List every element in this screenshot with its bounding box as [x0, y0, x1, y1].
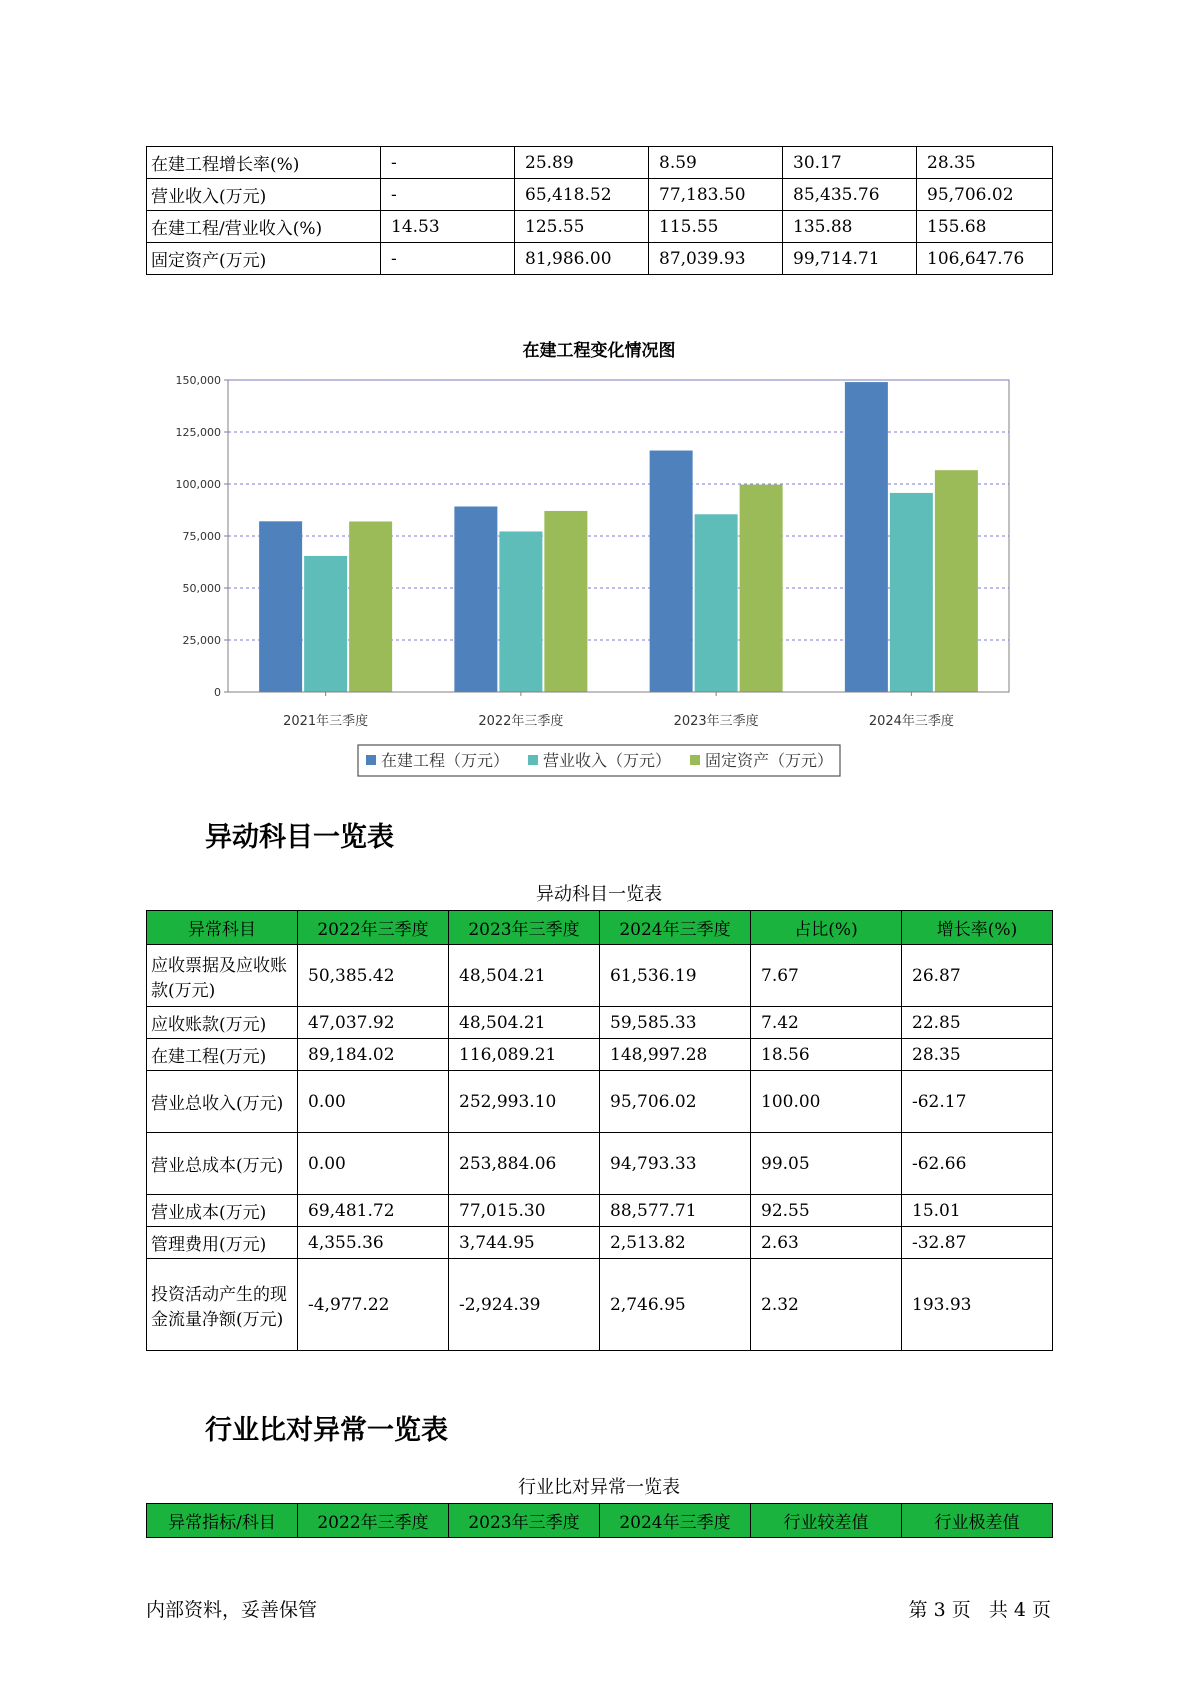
industry-table: [146, 1503, 1053, 1538]
industry-table-caption: 行业比对异常一览表: [518, 1477, 680, 1498]
table-cell: 85,435.76: [783, 179, 917, 211]
column-header: 2022年三季度: [298, 911, 449, 945]
legend-label: 固定资产（万元）: [705, 751, 834, 770]
y-tick-label: 0: [214, 686, 221, 699]
legend-swatch: [366, 755, 376, 765]
row-label: 投资活动产生的现金流量净额(万元): [147, 1259, 298, 1351]
bar: [499, 531, 542, 692]
table-cell: 100.00: [751, 1071, 902, 1133]
column-header: 行业极差值: [902, 1504, 1053, 1538]
summary-table: [146, 146, 1053, 275]
bar: [740, 485, 783, 692]
table-cell: 26.87: [902, 945, 1053, 1007]
bar: [544, 511, 587, 692]
row-label: 营业成本(万元): [147, 1195, 298, 1227]
bar: [304, 556, 347, 692]
table-cell: 8.59: [649, 147, 783, 179]
column-header: 2022年三季度: [298, 1504, 449, 1538]
table-cell: 0.00: [298, 1071, 449, 1133]
row-label: 应收账款(万元): [147, 1007, 298, 1039]
table-cell: -: [381, 147, 515, 179]
table-cell: 115.55: [649, 211, 783, 243]
table-cell: 2.32: [751, 1259, 902, 1351]
table-cell: 28.35: [902, 1039, 1053, 1071]
table-cell: 88,577.71: [600, 1195, 751, 1227]
table-cell: 94,793.33: [600, 1133, 751, 1195]
table-cell: 95,706.02: [600, 1071, 751, 1133]
table-cell: 18.56: [751, 1039, 902, 1071]
table-cell: 69,481.72: [298, 1195, 449, 1227]
column-header: 行业较差值: [751, 1504, 902, 1538]
row-label: 在建工程/营业收入(%): [147, 211, 381, 243]
table-cell: 59,585.33: [600, 1007, 751, 1039]
legend-swatch: [690, 755, 700, 765]
column-header: 2023年三季度: [449, 1504, 600, 1538]
table-cell: 3,744.95: [449, 1227, 600, 1259]
table-cell: -: [381, 179, 515, 211]
table-cell: 87,039.93: [649, 243, 783, 275]
table-cell: 7.42: [751, 1007, 902, 1039]
table-cell: 77,183.50: [649, 179, 783, 211]
bar: [890, 493, 933, 692]
column-header: 异常指标/科目: [147, 1504, 298, 1538]
row-label: 应收票据及应收账款(万元): [147, 945, 298, 1007]
bar: [935, 470, 978, 692]
table-cell: 116,089.21: [449, 1039, 600, 1071]
bar: [650, 451, 693, 692]
table-cell: 2,746.95: [600, 1259, 751, 1351]
table-cell: 14.53: [381, 211, 515, 243]
table-cell: -32.87: [902, 1227, 1053, 1259]
table-cell: 99.05: [751, 1133, 902, 1195]
table-row: [147, 1007, 1053, 1039]
row-label: 营业收入(万元): [147, 179, 381, 211]
chart-title: 在建工程变化情况图: [522, 341, 676, 361]
table-row: [147, 1071, 1053, 1133]
table-cell: -62.17: [902, 1071, 1053, 1133]
row-label: 营业总收入(万元): [147, 1071, 298, 1133]
table-cell: 92.55: [751, 1195, 902, 1227]
table-cell: 89,184.02: [298, 1039, 449, 1071]
y-tick-label: 125,000: [175, 426, 221, 439]
column-header: 异常科目: [147, 911, 298, 945]
x-tick-label: 2023年三季度: [673, 714, 759, 729]
industry-section-title: 行业比对异常一览表: [205, 1415, 448, 1446]
column-header: 2024年三季度: [600, 1504, 751, 1538]
construction-chart: [146, 370, 1052, 780]
table-cell: -4,977.22: [298, 1259, 449, 1351]
column-header: 占比(%): [751, 911, 902, 945]
bar: [695, 514, 738, 692]
table-cell: 135.88: [783, 211, 917, 243]
x-tick-label: 2024年三季度: [868, 714, 954, 729]
table-cell: 81,986.00: [515, 243, 649, 275]
table-cell: 252,993.10: [449, 1071, 600, 1133]
table-cell: 50,385.42: [298, 945, 449, 1007]
table-cell: 47,037.92: [298, 1007, 449, 1039]
footer-confidential: 内部资料，妥善保管: [146, 1599, 318, 1621]
table-row: [147, 1227, 1053, 1259]
table-cell: -62.66: [902, 1133, 1053, 1195]
y-tick-label: 150,000: [175, 374, 221, 387]
abnormal-table-caption: 异动科目一览表: [536, 884, 662, 905]
bar: [259, 521, 302, 692]
abnormal-section-title: 异动科目一览表: [205, 822, 394, 853]
legend-label: 营业收入（万元）: [543, 751, 672, 770]
table-cell: 30.17: [783, 147, 917, 179]
table-cell: 0.00: [298, 1133, 449, 1195]
bar: [454, 506, 497, 692]
table-cell: 4,355.36: [298, 1227, 449, 1259]
table-cell: 155.68: [917, 211, 1053, 243]
summary-row: [147, 147, 1053, 179]
abnormal-table: [146, 910, 1053, 1351]
row-label: 营业总成本(万元): [147, 1133, 298, 1195]
table-cell: 48,504.21: [449, 945, 600, 1007]
x-tick-label: 2021年三季度: [283, 714, 369, 729]
bar: [845, 382, 888, 692]
table-cell: -2,924.39: [449, 1259, 600, 1351]
column-header: 2023年三季度: [449, 911, 600, 945]
row-label: 在建工程(万元): [147, 1039, 298, 1071]
y-tick-label: 100,000: [175, 478, 221, 491]
table-cell: 2.63: [751, 1227, 902, 1259]
summary-row: [147, 211, 1053, 243]
table-cell: 28.35: [917, 147, 1053, 179]
x-tick-label: 2022年三季度: [478, 714, 564, 729]
table-row: [147, 945, 1053, 1007]
table-cell: 15.01: [902, 1195, 1053, 1227]
table-cell: 2,513.82: [600, 1227, 751, 1259]
table-cell: 77,015.30: [449, 1195, 600, 1227]
table-cell: 61,536.19: [600, 945, 751, 1007]
table-row: [147, 1259, 1053, 1351]
row-label: 固定资产(万元): [147, 243, 381, 275]
table-cell: 22.85: [902, 1007, 1053, 1039]
table-cell: 7.67: [751, 945, 902, 1007]
table-cell: -: [381, 243, 515, 275]
table-cell: 99,714.71: [783, 243, 917, 275]
table-cell: 253,884.06: [449, 1133, 600, 1195]
summary-row: [147, 179, 1053, 211]
legend-label: 在建工程（万元）: [381, 751, 510, 770]
footer-page-number: 第 3 页 共 4 页: [908, 1599, 1051, 1621]
legend-swatch: [528, 755, 538, 765]
table-cell: 48,504.21: [449, 1007, 600, 1039]
bar: [349, 521, 392, 692]
table-row: [147, 1133, 1053, 1195]
table-cell: 193.93: [902, 1259, 1053, 1351]
summary-row: [147, 243, 1053, 275]
column-header: 增长率(%): [902, 911, 1053, 945]
column-header: 2024年三季度: [600, 911, 751, 945]
table-cell: 95,706.02: [917, 179, 1053, 211]
table-cell: 25.89: [515, 147, 649, 179]
y-tick-label: 25,000: [182, 634, 221, 647]
row-label: 管理费用(万元): [147, 1227, 298, 1259]
row-label: 在建工程增长率(%): [147, 147, 381, 179]
y-tick-label: 75,000: [182, 530, 221, 543]
y-tick-label: 50,000: [182, 582, 221, 595]
table-cell: 106,647.76: [917, 243, 1053, 275]
table-row: [147, 1195, 1053, 1227]
table-cell: 148,997.28: [600, 1039, 751, 1071]
table-row: [147, 1039, 1053, 1071]
table-cell: 125.55: [515, 211, 649, 243]
table-cell: 65,418.52: [515, 179, 649, 211]
